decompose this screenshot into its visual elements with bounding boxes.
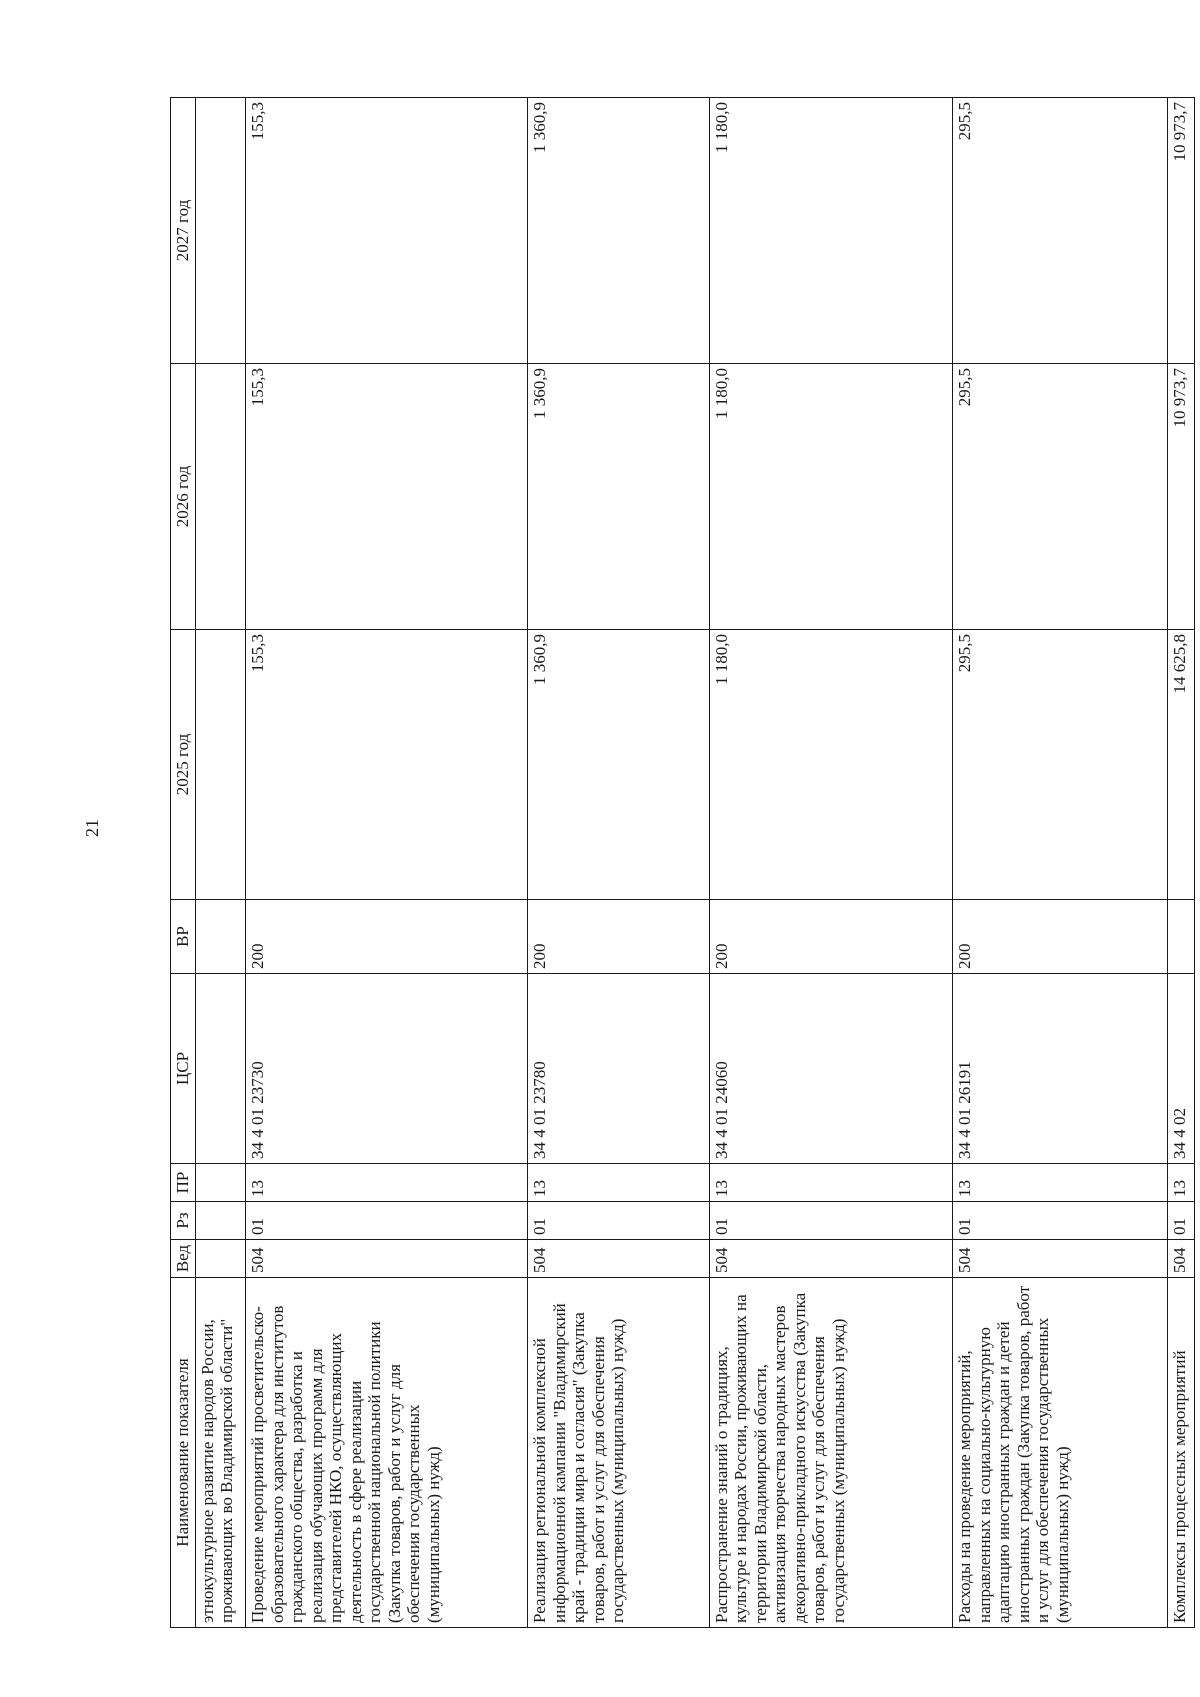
table-row	[953, 98, 1168, 1628]
row-2026: 1 360,9	[528, 364, 709, 630]
row-ved: 504	[246, 1240, 528, 1278]
rotated-table-frame	[170, 98, 1195, 1628]
row-2025: 155,3	[246, 630, 528, 900]
row-2027: 1 180,0	[709, 98, 952, 364]
row-name: Распространение знаний о традициях, культуре и народах России, проживающих на территории Владимирской области, активизация творчества народных мастеров декоративно-прикладного искусства (Закупка товаров, работ и услуг для обеспечения государственных (муниципальных) нужд)	[709, 1278, 952, 1628]
page-number: 21	[82, 819, 102, 837]
row-ved: 504	[953, 1240, 1168, 1278]
row-rz	[195, 1202, 246, 1240]
header-2025: 2025 год	[171, 630, 196, 900]
row-csr: 34 4 01 23730	[246, 974, 528, 1164]
row-csr: 34 4 01 26191	[953, 974, 1168, 1164]
row-name: Комплексы процессных мероприятий	[1167, 1278, 1194, 1628]
row-vr	[1167, 900, 1194, 974]
row-vr: 200	[246, 900, 528, 974]
budget-table	[170, 97, 1195, 1628]
row-2027: 155,3	[246, 98, 528, 364]
row-ved: 504	[709, 1240, 952, 1278]
row-vr: 200	[953, 900, 1168, 974]
row-pr: 13	[953, 1164, 1168, 1202]
row-2027: 295,5	[953, 98, 1168, 364]
table-row	[1167, 98, 1194, 1628]
row-vr: 200	[528, 900, 709, 974]
table-row	[195, 98, 246, 1628]
header-csr: ЦСР	[171, 974, 196, 1164]
row-2026: 10 973,7	[1167, 364, 1194, 630]
row-2026: 155,3	[246, 364, 528, 630]
row-rz: 01	[953, 1202, 1168, 1240]
row-2025: 1 180,0	[709, 630, 952, 900]
row-pr: 13	[709, 1164, 952, 1202]
row-name: этнокультурное развитие народов России, проживающих во Владимирской области"	[195, 1278, 246, 1628]
row-rz: 01	[246, 1202, 528, 1240]
rotated-table-content	[170, 98, 1195, 1628]
row-ved: 504	[528, 1240, 709, 1278]
row-rz: 01	[1167, 1202, 1194, 1240]
row-vr: 200	[709, 900, 952, 974]
row-pr: 13	[528, 1164, 709, 1202]
header-vr: ВР	[171, 900, 196, 974]
row-vr	[195, 900, 246, 974]
row-2025: 14 625,8	[1167, 630, 1194, 900]
row-pr: 13	[1167, 1164, 1194, 1202]
table-row	[528, 98, 709, 1628]
header-2026: 2026 год	[171, 364, 196, 630]
row-2027	[195, 98, 246, 364]
header-2027: 2027 год	[171, 98, 196, 364]
table-row	[709, 98, 952, 1628]
row-csr: 34 4 01 23780	[528, 974, 709, 1164]
row-rz: 01	[709, 1202, 952, 1240]
header-pr: ПР	[171, 1164, 196, 1202]
row-name: Реализация региональной комплексной информационной кампании "Владимирский край - традиции мира и согласия" (Закупка товаров, работ и услуг для обеспечения государственных (муниципальных) нужд)	[528, 1278, 709, 1628]
row-name: Проведение мероприятий просветительско-образовательного характера для институтов гражданского общества, разработка и реализация обучающих программ для представителей НКО, осуществляющих деятельность в сфере реализации государственной национальной политики (Закупка товаров, работ и услуг для обеспечения государственных (муниципальных) нужд)	[246, 1278, 528, 1628]
header-name: Наименование показателя	[171, 1278, 196, 1628]
row-name: Расходы на проведение мероприятий, направленных на социально-культурную адаптацию иностранных граждан и детей иностранных граждан (Закупка товаров, работ и услуг для обеспечения государственных (муниципальных) нужд)	[953, 1278, 1168, 1628]
row-2025	[195, 630, 246, 900]
row-ved: 504	[1167, 1240, 1194, 1278]
header-ved: Вед	[171, 1240, 196, 1278]
row-2025: 1 360,9	[528, 630, 709, 900]
row-ved	[195, 1240, 246, 1278]
row-2027: 10 973,7	[1167, 98, 1194, 364]
row-csr: 34 4 01 24060	[709, 974, 952, 1164]
table-row	[246, 98, 528, 1628]
row-2027: 1 360,9	[528, 98, 709, 364]
row-csr: 34 4 02	[1167, 974, 1194, 1164]
row-2025: 295,5	[953, 630, 1168, 900]
row-pr	[195, 1164, 246, 1202]
row-2026	[195, 364, 246, 630]
row-csr	[195, 974, 246, 1164]
row-pr: 13	[246, 1164, 528, 1202]
row-rz: 01	[528, 1202, 709, 1240]
row-2026: 1 180,0	[709, 364, 952, 630]
row-2026: 295,5	[953, 364, 1168, 630]
header-rz: Рз	[171, 1202, 196, 1240]
header-row	[171, 98, 196, 1628]
